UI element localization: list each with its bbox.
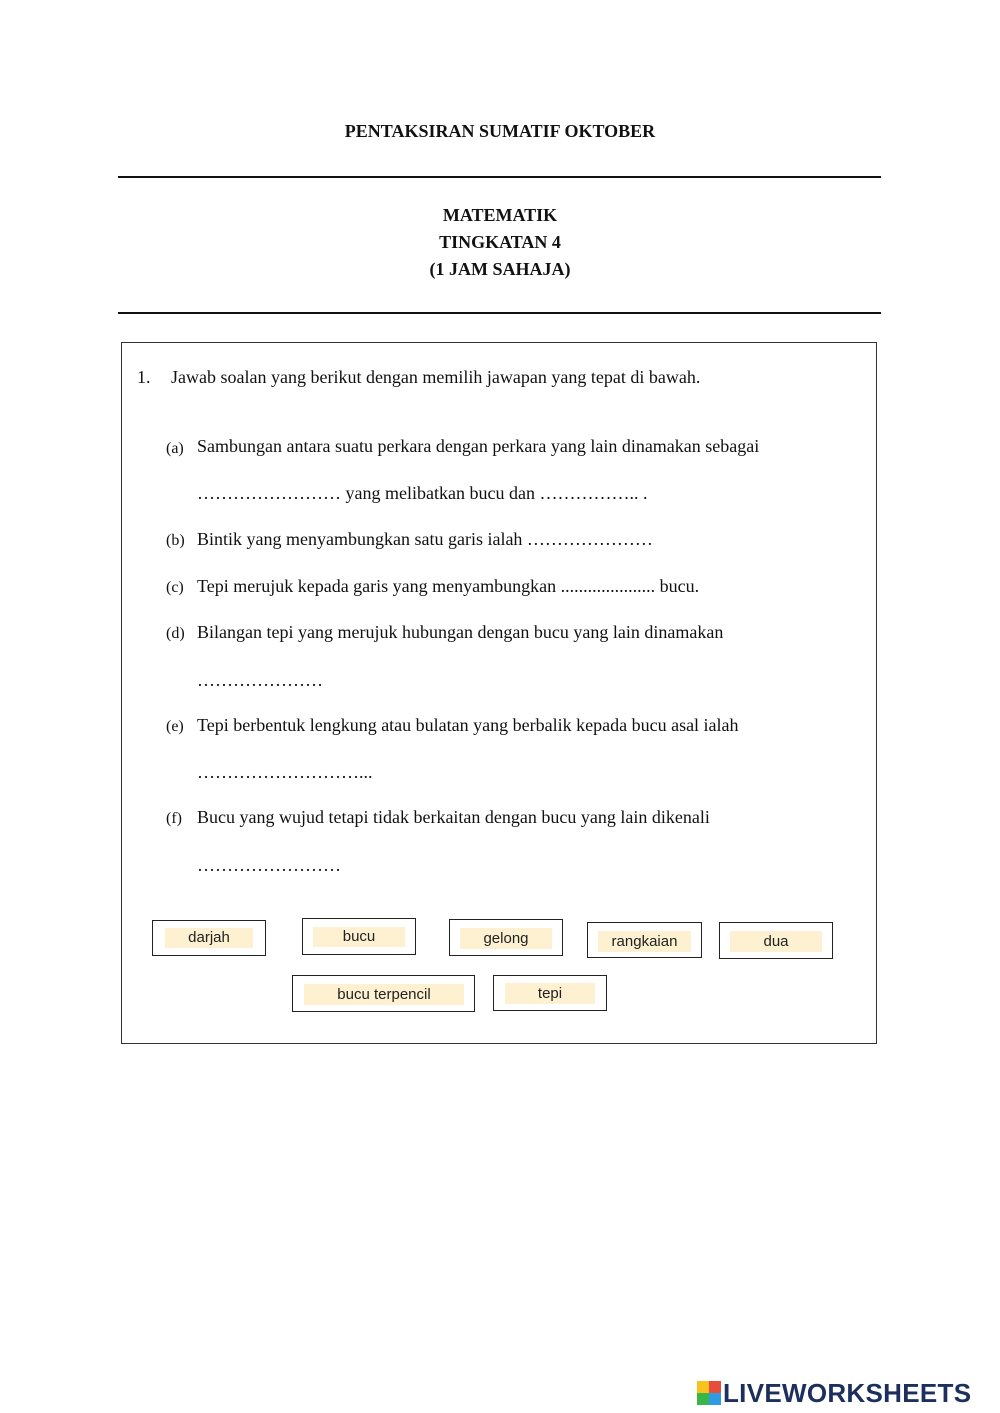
item-f-text: Bucu yang wujud tetapi tidak berkaitan dengan bucu yang lain dikenali [197,807,710,827]
question-instruction: Jawab soalan yang berikut dengan memilih jawapan yang tepat di bawah. [171,367,701,387]
divider-top [118,176,881,178]
liveworksheets-logo-icon [697,1381,721,1405]
item-f-label: (f) [166,810,182,827]
answer-chip-tepi[interactable] [493,975,607,1011]
answer-chip-gelong[interactable] [449,919,563,956]
item-e-label: (e) [166,718,184,735]
item-f-blank-line[interactable]: …………………… [197,855,341,875]
answer-chip-label: dua [730,931,822,952]
answer-chip-dua[interactable] [719,922,833,959]
item-e-blank-line[interactable]: ………………………... [197,762,373,782]
exam-title: PENTAKSIRAN SUMATIF OKTOBER [344,121,656,141]
liveworksheets-logo [697,1374,971,1412]
answer-chip-bucu[interactable] [302,918,416,955]
item-c-text[interactable]: Tepi merujuk kepada garis yang menyambungkan ..................... bucu. [197,576,700,596]
item-d-label: (d) [166,625,185,642]
item-b-text[interactable]: Bintik yang menyambungkan satu garis ialah ………………… [197,529,653,549]
answer-chip-label: darjah [165,928,253,948]
form-title: TINGKATAN 4 [439,232,561,252]
item-b-label: (b) [166,532,185,549]
duration-title: (1 JAM SAHAJA) [429,259,571,279]
answer-chip-bucu-terpencil[interactable] [292,975,475,1012]
item-c-label: (c) [166,579,184,596]
answer-chip-label: bucu [313,927,405,947]
answer-chip-label: bucu terpencil [304,984,464,1005]
answer-chip-label: tepi [505,983,595,1004]
item-d-text: Bilangan tepi yang merujuk hubungan dengan bucu yang lain dinamakan [197,622,724,642]
answer-chip-rangkaian[interactable] [587,922,702,958]
item-a-text: Sambungan antara suatu perkara dengan perkara yang lain dinamakan sebagai [197,436,760,456]
item-d-blank-line[interactable]: ………………… [197,670,323,690]
logo-text: LIVEWORKSHEETS [723,1377,972,1408]
answer-chip-darjah[interactable] [152,920,266,956]
divider-bottom [118,312,881,314]
answer-chip-label: gelong [460,928,552,949]
item-e-text: Tepi berbentuk lengkung atau bulatan yang berbalik kepada bucu asal ialah [197,715,739,735]
item-a-blank-line[interactable]: …………………… yang melibatkan bucu dan …………….. . [197,483,648,503]
question-number: 1. [137,367,151,387]
subject-title: MATEMATIK [442,205,558,225]
answer-chip-label: rangkaian [598,931,691,952]
item-a-label: (a) [166,440,184,457]
